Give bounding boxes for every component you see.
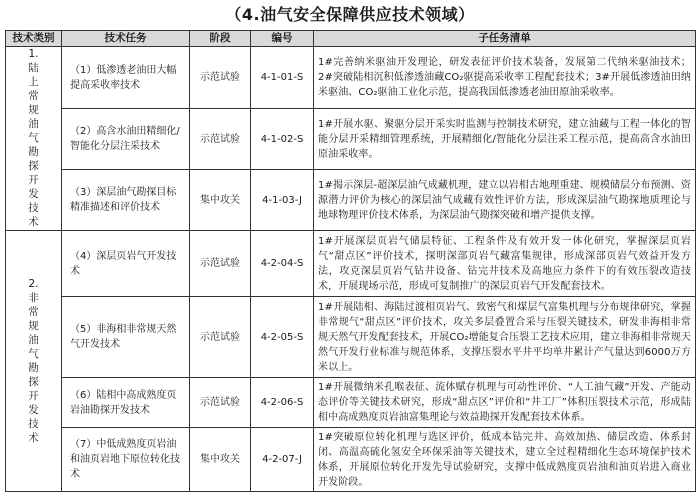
task-cell: （5）非海相非常规天然气开发技术: [62, 297, 190, 378]
table-row: [6, 109, 696, 170]
stage-cell: 集中攻关: [190, 428, 251, 492]
stage-cell: 示范试验: [190, 47, 251, 109]
code-cell: 4-2-04-S: [251, 231, 314, 297]
table-row: [6, 170, 696, 231]
table-row: [6, 231, 696, 297]
code-cell: 4-2-05-S: [251, 297, 314, 378]
task-cell: （4）深层页岩气开发技术: [62, 231, 190, 297]
table-row: [6, 378, 696, 428]
table-row: [6, 428, 696, 492]
stage-cell: 示范试验: [190, 231, 251, 297]
task-cell: （6）陆相中高成熟度页岩油勘探开发技术: [62, 378, 190, 428]
stage-cell: 集中攻关: [190, 170, 251, 231]
category-cell: [6, 47, 62, 231]
category-label: 1.陆上常规油气勘探开发技术: [28, 48, 39, 228]
task-cell: （1）低渗透老油田大幅提高采收率技术: [62, 47, 190, 109]
table-row: [6, 47, 696, 109]
subtasks-cell: 1#突破原位转化机理与选区评价，低成本钻完井、高效加热、储层改造、体系封闭、高温高硫化氢安全环保采油等关键技术，建立全过程精细化生态环境保护技术体系，开展原位转化开发先导试验研究，支撑中低成熟度页岩油和油页岩进入商业开发阶段。: [314, 428, 696, 492]
task-cell: （7）中低成熟度页岩油和油页岩地下原位转化技术: [62, 428, 190, 492]
category-label: 2.非常规油气勘探开发技术: [28, 277, 39, 444]
table-row: [6, 297, 696, 378]
code-cell: 4-1-01-S: [251, 47, 314, 109]
task-cell: （2）高含水油田精细化/智能化分层注采技术: [62, 109, 190, 170]
code-cell: 4-1-02-S: [251, 109, 314, 170]
code-cell: 4-2-07-J: [251, 428, 314, 492]
stage-cell: 示范试验: [190, 378, 251, 428]
document-title: （4.油气安全保障供应技术领域）: [225, 5, 475, 24]
header-task: 技术任务: [62, 31, 190, 47]
header-code: 编号: [251, 31, 314, 47]
header-subtasks: 子任务清单: [314, 31, 696, 47]
code-cell: 4-2-06-S: [251, 378, 314, 428]
stage-cell: 示范试验: [190, 297, 251, 378]
subtasks-cell: 1#完善纳米驱油开发理论，研发表征评价技术装备，发展第二代纳米驱油技术；2#突破陆相沉积低渗透油藏CO₂驱提高采收率工程配套技术；3#开展低渗透油田纳米驱油、CO₂驱油工业化示范，提高我国低渗透老油田原油采收率。: [314, 47, 696, 109]
technology-task-table: [5, 30, 696, 492]
subtasks-cell: 1#开展深层页岩气储层特征、工程条件及有效开发一体化研究，掌握深层页岩气“甜点区”评价技术，探明深部页岩气藏富集规律，形成深部页岩气效益开发方法，攻克深层页岩气钻井设备、钻完井技术及高地应力条件下的有效压裂改造技术，开展现场示范，形成可复制推广的深层页岩气开发配套技术。: [314, 231, 696, 297]
stage-cell: 示范试验: [190, 109, 251, 170]
task-cell: （3）深层油气勘探目标精准描述和评价技术: [62, 170, 190, 231]
subtasks-cell: 1#开展微纳米孔喉表征、流体赋存机理与可动性评价、“人工油气藏”开发、产能动态评价等关键技术研究，形成“甜点区”评价和“井工厂”体积压裂技术示范，形成陆相中高成熟度页岩油富集理论与效益勘探开发配套技术体系。: [314, 378, 696, 428]
subtasks-cell: 1#开展水驱、聚驱分层开采实时监测与控制技术研究，建立油藏与工程一体化的智能分层开采精细管理系统，开展精细化/智能化分层注采工程示范，提高高含水油田原油采收率。: [314, 109, 696, 170]
header-stage: 阶段: [190, 31, 251, 47]
code-cell: 4-1-03-J: [251, 170, 314, 231]
header-category: 技术类别: [6, 31, 62, 47]
table-header-row: [6, 31, 696, 47]
subtasks-cell: 1#开展陆相、海陆过渡相页岩气、致密气和煤层气富集机理与分布规律研究，掌握非常规气“甜点区”评价技术，攻关多层叠置合采与压裂关键技术，研发非海相非常规天然气开发配套技术，开展CO₂增能复合压裂工艺技术应用，建立非海相非常规天然气开发行业标准与规范体系，支撑压裂水平井平均单井累计产气量达到6000万方米以上。: [314, 297, 696, 378]
subtasks-cell: 1#揭示深层-超深层油气成藏机理，建立以岩相古地理重建、规模储层分布预测、资源潜力评价为核心的深层油气成藏有效性评价方法，形成深层油气勘探地质理论与地球物理评价技术体系，为深层油气勘探突破和增产提供支撑。: [314, 170, 696, 231]
category-cell: [6, 231, 62, 492]
